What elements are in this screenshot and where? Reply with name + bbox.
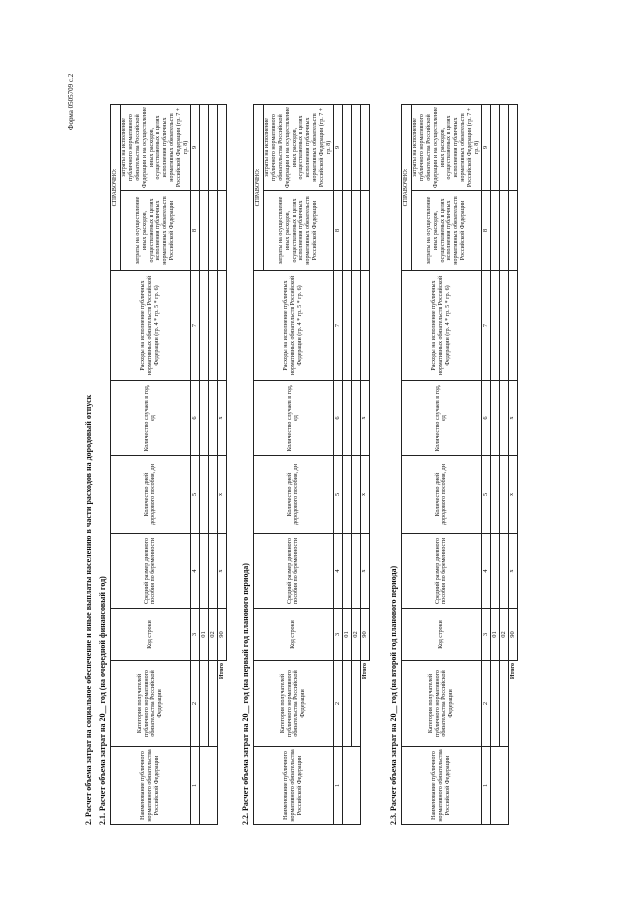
header-other-expenses: затраты на осуществление иных расходов, осуществляемых в целях исполнения публичных нормативных обязательств Российской Федерации	[412, 191, 482, 271]
expense-table-3	[401, 104, 518, 825]
data-cell[interactable]	[342, 271, 351, 381]
header-other-expenses: затраты на осуществление иных расходов, осуществляемых в целях исполнения публичных нормативных обязательств Российской Федерации	[264, 191, 334, 271]
header-days-count: Количество дней дородового пособия, дн	[402, 456, 482, 534]
table-row	[342, 105, 351, 825]
category-cell[interactable]	[208, 661, 217, 747]
category-cell[interactable]	[499, 661, 508, 747]
data-cell[interactable]	[351, 271, 360, 381]
data-cell[interactable]	[342, 456, 351, 534]
header-expenses: Расходы на исполнение публичных нормативных обязательств Российской Федерации (гр. 4 * гр. 5 * гр. 6)	[254, 271, 334, 381]
table-row	[199, 105, 208, 825]
section-title: 2. Расчет объема затрат на социальное обеспечение и иные выплаты населению в части расходов на дородовый отпуск	[84, 394, 93, 825]
header-cases-count: Количество случаев в год, ед	[111, 381, 191, 456]
data-cell[interactable]	[199, 105, 208, 191]
data-cell[interactable]	[490, 105, 499, 191]
data-cell[interactable]	[208, 271, 217, 381]
data-cell[interactable]	[208, 381, 217, 456]
total-cell[interactable]	[217, 191, 226, 271]
data-cell[interactable]	[490, 534, 499, 609]
header-days-count: Количество дней дородового пособия, дн	[111, 456, 191, 534]
col-number: 5	[481, 456, 490, 534]
table-row	[490, 105, 499, 825]
expense-table-1	[110, 104, 227, 825]
col-number: 2	[333, 661, 342, 747]
data-cell[interactable]	[351, 191, 360, 271]
header-row-code: Код строки	[111, 609, 191, 661]
table-title-3: 2.3. Расчет объема затрат на 20__ год (на второй год планового периода)	[389, 565, 398, 825]
data-cell[interactable]	[199, 271, 208, 381]
col-number: 1	[190, 747, 199, 825]
expense-table-2	[253, 104, 370, 825]
table-title-2: 2.2. Расчет объема затрат на 20__ год (на первый год планового периода)	[241, 563, 250, 825]
data-cell[interactable]	[208, 105, 217, 191]
header-expenses: Расходы на исполнение публичных нормативных обязательств Российской Федерации (гр. 4 * гр. 5 * гр. 6)	[402, 271, 482, 381]
total-row	[360, 105, 369, 825]
col-number: 9	[333, 105, 342, 191]
data-cell[interactable]	[499, 534, 508, 609]
col-number: 5	[190, 456, 199, 534]
header-reference: СПРАВОЧНО:	[254, 105, 264, 271]
header-recipient-category: Категория получателей публичного нормативного обязательства Российской Федерации	[254, 661, 334, 747]
data-cell[interactable]	[490, 381, 499, 456]
data-cell[interactable]	[342, 381, 351, 456]
row-code: 02	[351, 609, 360, 661]
total-code: 90	[360, 609, 369, 661]
col-number: 9	[481, 105, 490, 191]
x-mark: x	[508, 456, 517, 534]
col-number: 6	[481, 381, 490, 456]
total-cell[interactable]	[508, 105, 517, 191]
header-avg-daily-benefit: Средний размер дневного пособия по беременности	[402, 534, 482, 609]
category-cell[interactable]	[199, 661, 208, 747]
data-cell[interactable]	[208, 191, 217, 271]
category-cell[interactable]	[342, 661, 351, 747]
data-cell[interactable]	[499, 381, 508, 456]
x-mark: x	[360, 534, 369, 609]
x-mark: x	[217, 456, 226, 534]
header-avg-daily-benefit: Средний размер дневного пособия по беременности	[254, 534, 334, 609]
row-code: 01	[199, 609, 208, 661]
row-code: 01	[490, 609, 499, 661]
col-number: 5	[333, 456, 342, 534]
total-cell[interactable]	[508, 191, 517, 271]
row-code: 02	[499, 609, 508, 661]
data-cell[interactable]	[351, 534, 360, 609]
header-recipient-category: Категория получателей публичного нормативного обязательства Российской Федерации	[111, 661, 191, 747]
data-cell[interactable]	[199, 381, 208, 456]
col-number: 2	[190, 661, 199, 747]
col-number: 1	[481, 747, 490, 825]
npo-name-cell[interactable]	[490, 747, 508, 825]
data-cell[interactable]	[199, 456, 208, 534]
data-cell[interactable]	[499, 456, 508, 534]
data-cell[interactable]	[351, 456, 360, 534]
col-number: 9	[190, 105, 199, 191]
header-days-count: Количество дней дородового пособия, дн	[254, 456, 334, 534]
header-npo-name: Наименование публичного нормативного обязательства Российской Федерации	[254, 747, 334, 825]
header-npo-name: Наименование публичного нормативного обязательства Российской Федерации	[111, 747, 191, 825]
col-number: 8	[333, 191, 342, 271]
total-label: Итого	[361, 663, 368, 680]
col-number: 4	[481, 534, 490, 609]
data-cell[interactable]	[199, 191, 208, 271]
col-number: 1	[333, 747, 342, 825]
header-other-expenses: затраты на осуществление иных расходов, осуществляемых в целях исполнения публичных нормативных обязательств Российской Федерации	[121, 191, 191, 271]
x-mark: x	[217, 534, 226, 609]
data-cell[interactable]	[490, 191, 499, 271]
npo-name-cell[interactable]	[199, 747, 217, 825]
header-total-expenses: затраты на исполнение публичного нормативного обязательства Российской Федерации и на осуществление иных расходов, осуществляемых в целях исполнения публичных нормативных обязательств Российской Федерации (гр. 7 + гр. 8)	[121, 105, 191, 191]
data-cell[interactable]	[499, 271, 508, 381]
header-total-expenses: затраты на исполнение публичного нормативного обязательства Российской Федерации и на осуществление иных расходов, осуществляемых в целях исполнения публичных нормативных обязательств Российской Федерации (гр. 7 + гр. 8)	[412, 105, 482, 191]
table-row	[351, 105, 360, 825]
row-code: 01	[342, 609, 351, 661]
row-code: 02	[208, 609, 217, 661]
col-number: 8	[190, 191, 199, 271]
data-cell[interactable]	[351, 105, 360, 191]
header-row-code: Код строки	[402, 609, 482, 661]
col-number: 3	[190, 609, 199, 661]
data-cell[interactable]	[199, 534, 208, 609]
total-cell[interactable]	[217, 105, 226, 191]
total-cell[interactable]	[508, 271, 517, 381]
col-number: 4	[190, 534, 199, 609]
header-cases-count: Количество случаев в год, ед	[402, 381, 482, 456]
x-mark: x	[360, 456, 369, 534]
col-number: 4	[333, 534, 342, 609]
total-label: Итого	[509, 663, 516, 680]
total-label: Итого	[218, 663, 225, 680]
data-cell[interactable]	[208, 534, 217, 609]
col-number: 2	[481, 661, 490, 747]
x-mark: x	[508, 534, 517, 609]
header-avg-daily-benefit: Средний размер дневного пособия по беременности	[111, 534, 191, 609]
header-total-expenses: затраты на исполнение публичного нормативного обязательства Российской Федерации и на осуществление иных расходов, осуществляемых в целях исполнения публичных нормативных обязательств Российской Федерации (гр. 7 + гр. 8)	[264, 105, 334, 191]
x-mark: x	[360, 381, 369, 456]
data-cell[interactable]	[499, 105, 508, 191]
data-cell[interactable]	[342, 191, 351, 271]
category-cell[interactable]	[490, 661, 499, 747]
table-title-1: 2.1. Расчет объема затрат на 20__ год (на очередной финансовый год)	[98, 576, 107, 825]
data-cell[interactable]	[342, 534, 351, 609]
data-cell[interactable]	[490, 271, 499, 381]
col-number: 7	[333, 271, 342, 381]
x-mark: x	[508, 381, 517, 456]
col-number: 6	[190, 381, 199, 456]
data-cell[interactable]	[499, 191, 508, 271]
data-cell[interactable]	[342, 105, 351, 191]
header-recipient-category: Категория получателей публичного нормативного обязательства Российской Федерации	[402, 661, 482, 747]
x-mark: x	[217, 381, 226, 456]
header-reference: СПРАВОЧНО:	[111, 105, 121, 271]
data-cell[interactable]	[490, 456, 499, 534]
total-row	[508, 105, 517, 825]
table-row	[499, 105, 508, 825]
total-code: 90	[217, 609, 226, 661]
data-cell[interactable]	[351, 381, 360, 456]
col-number: 7	[481, 271, 490, 381]
npo-name-cell[interactable]	[342, 747, 360, 825]
col-number: 3	[481, 609, 490, 661]
col-number: 7	[190, 271, 199, 381]
header-cases-count: Количество случаев в год, ед	[254, 381, 334, 456]
form-code: Форма 0505709 с.2	[67, 73, 75, 130]
total-cell[interactable]	[217, 271, 226, 381]
header-reference: СПРАВОЧНО:	[402, 105, 412, 271]
total-row	[217, 105, 226, 825]
category-cell[interactable]	[351, 661, 360, 747]
header-npo-name: Наименование публичного нормативного обязательства Российской Федерации	[402, 747, 482, 825]
data-cell[interactable]	[208, 456, 217, 534]
header-expenses: Расходы на исполнение публичных нормативных обязательств Российской Федерации (гр. 4 * гр. 5 * гр. 6)	[111, 271, 191, 381]
total-code: 90	[508, 609, 517, 661]
total-cell[interactable]	[360, 191, 369, 271]
col-number: 8	[481, 191, 490, 271]
col-number: 3	[333, 609, 342, 661]
table-row	[208, 105, 217, 825]
header-row-code: Код строки	[254, 609, 334, 661]
total-cell[interactable]	[360, 105, 369, 191]
total-cell[interactable]	[360, 271, 369, 381]
col-number: 6	[333, 381, 342, 456]
